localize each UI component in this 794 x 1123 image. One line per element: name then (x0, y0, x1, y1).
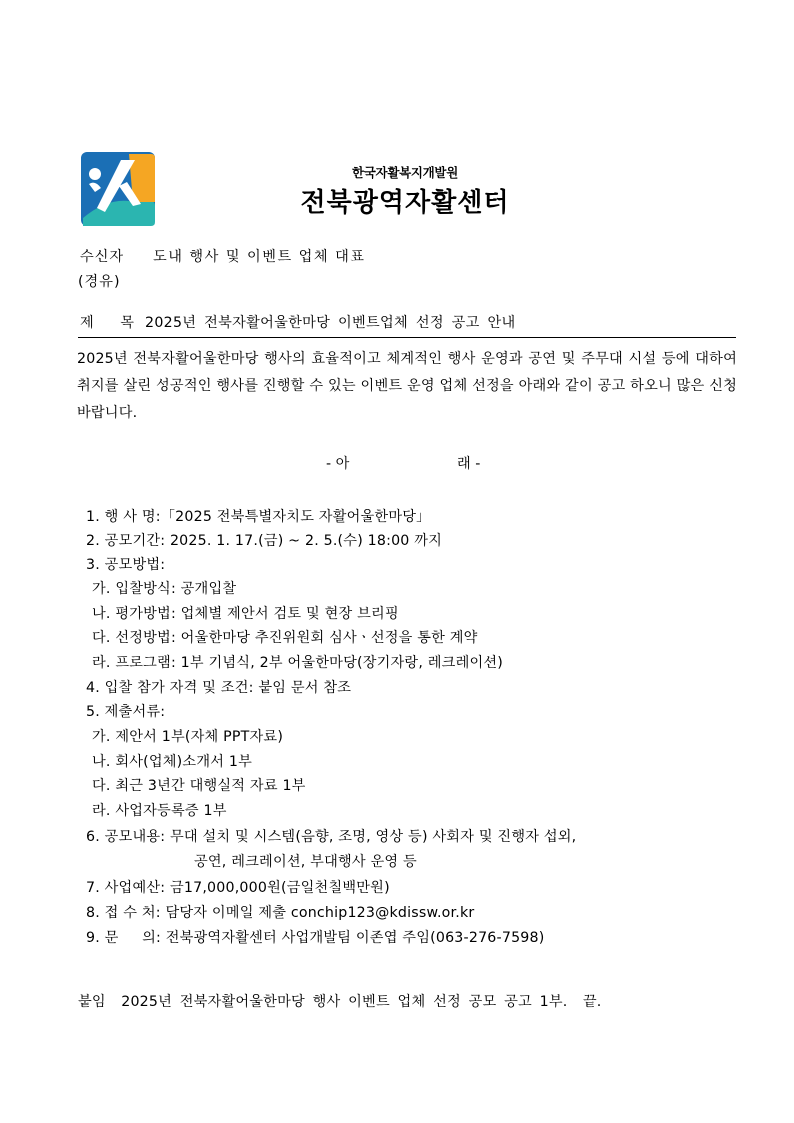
list-item: 나. 평가방법: 업체별 제안서 검토 및 현장 브리핑 (92, 606, 399, 622)
list-item: 7. 사업예산: 금17,000,000원(금일천칠백만원) (86, 880, 390, 896)
list-item: 공연, 레크레이션, 부대행사 운영 등 (194, 854, 417, 870)
subject-label: 제 목 (80, 315, 135, 331)
list-item: 9. 문 의: 전북광역자활센터 사업개발팀 이존엽 주임(063-276-7598) (86, 930, 545, 946)
subject-divider (78, 337, 736, 338)
list-item: 다. 최근 3년간 대행실적 자료 1부 (92, 778, 306, 794)
list-item: 2. 공모기간: 2025. 1. 17.(금) ~ 2. 5.(수) 18:00 까지 (86, 533, 443, 549)
recipient-value: 도내 행사 및 이벤트 업체 대표 (153, 249, 366, 265)
list-item: 라. 사업자등록증 1부 (92, 803, 227, 819)
list-item: 다. 선정방법: 어울한마당 추진위원회 심사ㆍ선정을 통한 계약 (92, 630, 478, 646)
closing-note: 붙임 2025년 전북자활어울한마당 행사 이벤트 업체 선정 공모 공고 1부. 끝. (78, 994, 602, 1010)
list-item: 3. 공모방법: (86, 557, 166, 573)
list-item: 4. 입찰 참가 자격 및 조건: 붙임 문서 참조 (86, 680, 352, 696)
list-item: 가. 제안서 1부(자체 PPT자료) (92, 729, 284, 745)
section-heading-right: 래 - (457, 456, 481, 472)
organization-title: 전북광역자활센터 (300, 188, 510, 218)
subject-value: 2025년 전북자활어울한마당 이벤트업체 선정 공고 안내 (145, 315, 516, 331)
list-item: 8. 접 수 처: 담당자 이메일 제출 conchip123@kdissw.or.kr (86, 905, 475, 921)
intro-paragraph: 2025년 전북자활어울한마당 행사의 효율적이고 체계적인 행사 운영과 공연 및 주무대 시설 등에 대하여 취지를 살린 성공적인 행사를 진행할 수 있는 이벤트 운영 업체 선정을 아래와 같이 공고 하오니 많은 신청 바랍니다. (77, 351, 737, 421)
list-item: 가. 입찰방식: 공개입찰 (92, 581, 237, 597)
recipient-label: 수신자 (80, 249, 125, 265)
section-heading-left: - 아 (326, 456, 350, 472)
organization-subtitle: 한국자활복지개발원 (352, 165, 458, 180)
list-item: 나. 회사(업체)소개서 1부 (92, 754, 252, 770)
list-item: 1. 행 사 명:「2025 전북특별자치도 자활어울한마당」 (86, 509, 431, 525)
list-item: 6. 공모내용: 무대 설치 및 시스템(음향, 조명, 영상 등) 사회자 및 진행자 섭외, (86, 829, 577, 845)
list-item: 5. 제출서류: (86, 704, 166, 720)
list-item: 라. 프로그램: 1부 기념식, 2부 어울한마당(장기자랑, 레크레이션) (92, 655, 504, 671)
via-label: (경유) (78, 274, 121, 290)
organization-logo-icon (81, 152, 155, 226)
